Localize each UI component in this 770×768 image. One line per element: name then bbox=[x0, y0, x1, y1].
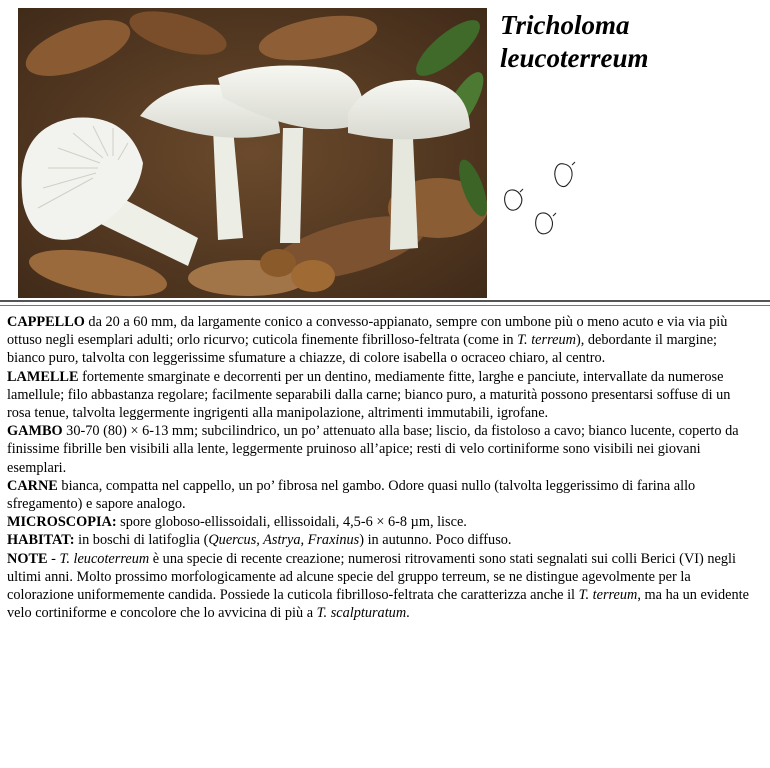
species-title-genus: Tricholoma bbox=[500, 10, 630, 40]
section-label: LAMELLE bbox=[7, 368, 79, 385]
divider-line bbox=[0, 300, 770, 302]
spore-shape-2 bbox=[505, 190, 522, 210]
section-text: da 20 a 60 mm, da largamente conico a convesso-appianato, sempre con umbone più o meno acuto e via via più ottuso negli esemplari adulti; orlo ricurvo; cuticola finemente fibrilloso-feltrata (come in bbox=[7, 314, 728, 349]
section-label: GAMBO bbox=[7, 423, 63, 440]
genus-list: Quercus, Astrya, Fraxinus bbox=[208, 532, 360, 549]
spore-apiculus-2 bbox=[520, 189, 523, 192]
section-label: CAPPELLO bbox=[7, 314, 85, 330]
section-gambo bbox=[7, 422, 755, 477]
section-label: NOTE bbox=[7, 550, 48, 567]
mushroom-photo bbox=[18, 8, 487, 298]
section-note bbox=[7, 550, 755, 623]
section-text: fortemente smarginate e decorrenti per un dentino, mediamente fitte, larghe e panciute, intervallate da numerose lamellule; filo abbastanza regolare; facilmente separabili dalla carne; bianco puro, a maturità possono presentarsi soffuse di un rosa tenue, talvolta leggermente ingrigenti alla manipolazione, altrimenti immutabili, igrofane. bbox=[7, 368, 731, 422]
section-cappello bbox=[7, 313, 755, 368]
section-text: 30-70 (80) × 6-13 mm; subcilindrico, un po’ attenuato alla base; liscio, da fistoloso a cavo; bianco lucente, coperto da finissime fibrille ben visibili alla lente, leggermente pruinoso all’apice; resti di velo cortiniforme sono visibili nei giovani esemplari. bbox=[7, 423, 739, 476]
section-text: bianca, compatta nel cappello, un po’ fibrosa nel gambo. Odore quasi nullo (talvolta leggerissimo di farina allo sfregamento) e sapore analogo. bbox=[7, 477, 696, 513]
section-text: è una specie di recente creazione; numerosi ritrovamenti sono stati segnalati sui colli Berici (VI) negli ultimi anni. Molto prossimo morfologicamente ad alcune specie del gruppo terreum, se ne distingue agevolmente per la colorazione uniformemente candida. Possiede la cuticola fibrilloso-feltrata che caratterizza anche il bbox=[7, 550, 736, 604]
section-text: - bbox=[47, 550, 60, 567]
section-text: spore globoso-ellissoidali, ellissoidali, 4,5-6 × 6-8 µm, lisce. bbox=[116, 514, 467, 531]
species-ref: T. terreum bbox=[578, 587, 638, 604]
section-text: . bbox=[406, 605, 410, 622]
spore-shape-1 bbox=[555, 164, 572, 187]
divider-line-thin bbox=[0, 305, 770, 306]
spore-apiculus-1 bbox=[572, 162, 575, 165]
species-title bbox=[500, 9, 760, 75]
section-microscopia bbox=[7, 513, 755, 531]
section-text: , ma ha un evidente velo cortiniforme e concolore che lo avvicina di più a bbox=[7, 587, 749, 622]
section-carne bbox=[7, 477, 755, 513]
spore-drawing bbox=[498, 156, 588, 246]
section-text: ) in autunno. Poco diffuso. bbox=[359, 532, 512, 549]
species-ref: T. leucoterreum bbox=[59, 550, 150, 567]
species-ref: T. scalpturatum bbox=[316, 605, 407, 622]
section-label: HABITAT: bbox=[7, 532, 75, 549]
spore-apiculus-3 bbox=[553, 213, 556, 216]
spore-shape-3 bbox=[536, 213, 553, 234]
section-habitat bbox=[7, 531, 755, 549]
species-ref: T. terreum bbox=[517, 332, 576, 349]
section-lamelle bbox=[7, 368, 755, 423]
species-title-epithet: leucoterreum bbox=[500, 43, 649, 73]
section-text: ), debordante il margine; bianco puro, talvolta con leggerissime sfumature a chiazze, di colore isabella o ocraceo chiaro, al centro. bbox=[7, 332, 718, 367]
section-label: MICROSCOPIA: bbox=[7, 514, 117, 531]
description-text bbox=[7, 313, 755, 622]
section-text: in boschi di latifoglia ( bbox=[74, 532, 209, 549]
section-label: CARNE bbox=[7, 477, 58, 494]
